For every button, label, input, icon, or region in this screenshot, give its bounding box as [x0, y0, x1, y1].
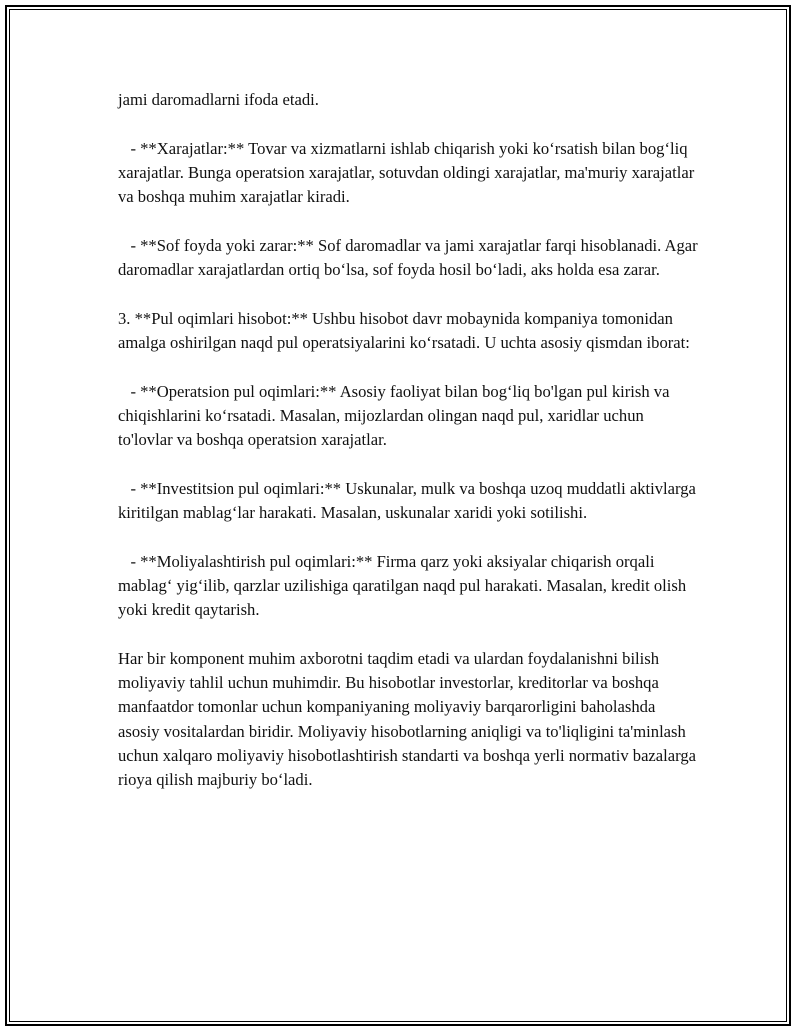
paragraph-investing-cash-flow: - **Investitsion pul oqimlari:** Uskunalar, mulk va boshqa uzoq muddatli aktivlarga kiritilgan mablag‘lar harakati. Masalan, uskunalar xaridi yoki sotilishi.: [118, 478, 701, 523]
paragraph-gap: [118, 112, 698, 136]
paragraph-financing-cash-flow: - **Moliyalashtirish pul oqimlari:** Firma qarz yoki aksiyalar chiqarish orqali mablag‘ yig‘ilib, qarzlar uzilishiga qaratilgan naqd pul harakati. Masalan, kredit olish yoki kredit qaytarish.: [118, 551, 691, 620]
paragraph-conclusion: Har bir komponent muhim axborotni taqdim etadi va ulardan foydalanishni bilish moliyaviy tahlil uchun muhimdir. Bu hisobotlar investorlar, kreditorlar va boshqa manfaatdor tomonlar uchun kompaniyaning moliyaviy barqarorligini baholashda asosiy vositalardan biridir. Moliyaviy hisobotlarning aniqligi va to'liqligini ta'minlash uchun xalqaro moliyaviy hisobotlashtirish standarti va boshqa yerli normativ bazalarga rioya qilish majburiy bo‘ladi.: [118, 648, 701, 790]
paragraph-operating-cash-flow: - **Operatsion pul oqimlari:** Asosiy faoliyat bilan bog‘liq bo'lgan pul kirish va chiqishlarini ko‘rsatadi. Masalan, mijozlardan olingan naqd pul, xaridlar uchun to'lovlar va boshqa operatsion xarajatlar.: [118, 381, 674, 450]
paragraph-expenses: - **Xarajatlar:** Tovar va xizmatlarni ishlab chiqarish yoki ko‘rsatish bilan bog‘liq xarajatlar. Bunga operatsion xarajatlar, sotuvdan oldingi xarajatlar, ma'muriy xarajatlar va boshqa muhim xarajatlar kiradi.: [118, 138, 699, 207]
paragraph-gap: [118, 282, 698, 306]
paragraph-cash-flow-report: 3. **Pul oqimlari hisobot:** Ushbu hisobot davr mobaynida kompaniya tomonidan amalga oshirilgan naqd pul operatsiyalarini ko‘rsatadi. U uchta asosiy qismdan iborat:: [118, 308, 690, 352]
paragraph-net-profit: - **Sof foyda yoki zarar:** Sof daromadlar va jami xarajatlar farqi hisoblanadi. Agar daromadlar xarajatlardan ortiq bo‘lsa, sof foyda hosil bo‘ladi, aks holda esa zarar.: [118, 235, 702, 280]
paragraph-income-continuation: jami daromadlarni ifoda etadi.: [118, 90, 319, 109]
paragraph-gap: [118, 355, 698, 379]
paragraph-gap: [118, 623, 698, 647]
paragraph-gap: [118, 525, 698, 549]
paragraph-gap: [118, 452, 698, 476]
document-body: [118, 88, 702, 793]
paragraph-gap: [118, 209, 698, 233]
